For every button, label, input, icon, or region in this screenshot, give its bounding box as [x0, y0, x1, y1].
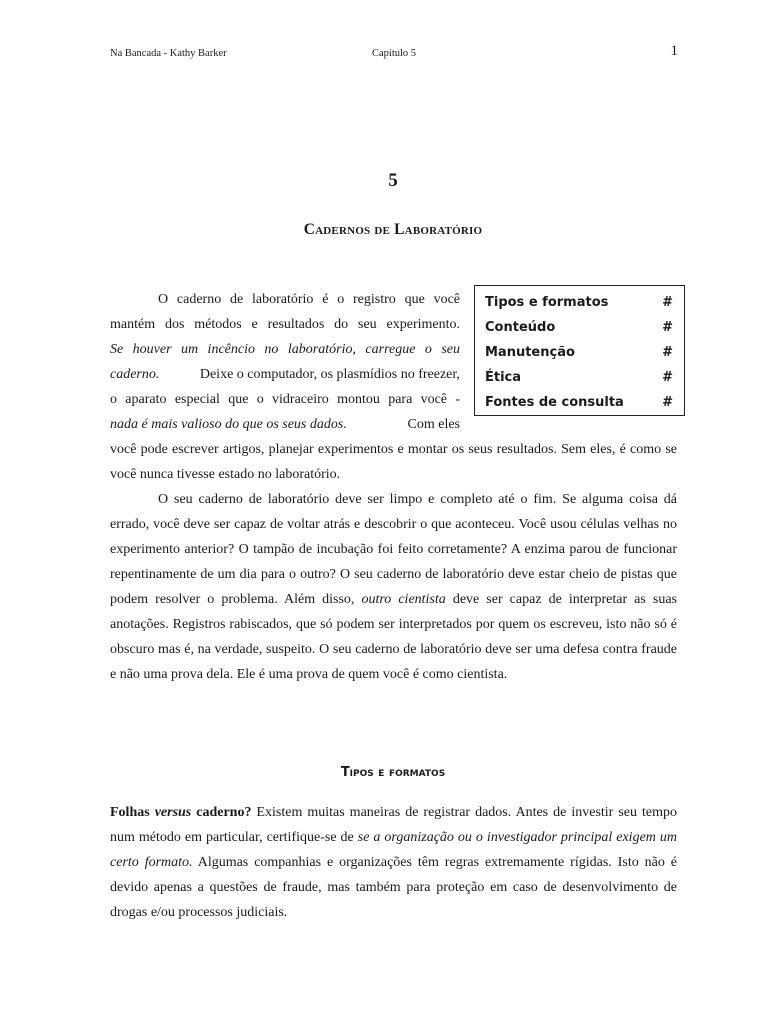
chapter-title: Cadernos de Laboratório [303, 221, 483, 238]
paragraph-notebook-clean [110, 487, 677, 687]
toc-item-label: Ética [485, 370, 522, 385]
text-line: mantém dos métodos e resultados do seu experimento. [110, 317, 460, 332]
header-book-title: Na Bancada - Kathy Barker [110, 48, 227, 59]
header-chapter: Capítulo 5 [372, 48, 417, 59]
text-line [110, 362, 460, 387]
toc-item-label: Tipos e formatos [485, 295, 609, 310]
text-span: Algumas companhias e organizações têm regras extremamente rígidas. Isto não é devido apenas a questões de fraude, mas também para proteção em caso de desenvolvimento de drogas e/ou processos judiciais. [110, 855, 677, 920]
text-line [110, 412, 460, 437]
text-bold-italic: versus [154, 805, 192, 820]
text-italic: caderno. [110, 367, 160, 382]
text-span: Deixe o computador, os plasmídios no freezer, [199, 367, 460, 382]
paragraph-intro [110, 287, 677, 487]
text-span: O seu caderno de laboratório deve ser limpo e completo até o fim. Se alguma coisa dá errado, você deve ser capaz de voltar atrás e descobrir o que aconteceu. Você usou células velhas no experimento anterior? O tampão de incubação foi feito corretamente? A enzima parou de funcionar repentinamente de um dia para o outro? O seu caderno de laboratório deve estar cheio de pistas que podem resolver o problema. Além disso, [110, 492, 677, 607]
toc-item-ref: # [662, 320, 673, 335]
toc-item-ref: # [662, 370, 673, 385]
text-italic: nada é mais valioso do que os seus dados. [110, 417, 347, 432]
toc-item-label: Conteúdo [485, 320, 556, 335]
text-bold: Folhas [110, 805, 155, 820]
text-line: O caderno de laboratório é o registro que você [158, 292, 460, 307]
text-span: deve ser capaz de interpretar as suas anotações. Registros rabiscados, que só podem ser interpretados por quem os escreveu, isto não só é obscuro mas é, na verdade, suspeito. O seu caderno de laboratório deve ser uma defesa contra fraude e não uma prova dela. Ele é uma prova de quem você é como cientista. [110, 592, 677, 682]
toc-item-ref: # [662, 345, 673, 360]
toc-item-ref: # [662, 395, 673, 410]
text-italic: outro cientista [361, 592, 446, 607]
toc-item-label: Manutenção [485, 345, 575, 360]
text-line-italic: Se houver um incêncio no laboratório, carregue o seu [110, 342, 460, 357]
text-line: você pode escrever artigos, planejar experimentos e montar os seus resultados. Sem eles, é como se você nunca tivesse estado no laboratório. [110, 442, 677, 482]
text-bold: caderno? [191, 805, 252, 820]
page-number: 1 [670, 43, 678, 59]
text-span: Existem muitas maneiras de registrar dados. Antes de investir seu tempo num método em particular, certifique-se de [110, 805, 677, 845]
chapter-number: 5 [388, 170, 398, 191]
section-title: Tipos e formatos [340, 765, 446, 780]
text-line: o aparato especial que o vidraceiro montou para você - [110, 392, 460, 407]
paragraph-sheets-vs-notebook [110, 800, 677, 925]
toc-item-label: Fontes de consulta [485, 395, 624, 410]
toc-item-ref: # [662, 295, 673, 310]
text-italic: se a organização ou o investigador principal exigem um certo formato. [110, 830, 678, 870]
text-span: Com eles [407, 417, 460, 432]
running-header [110, 43, 678, 62]
